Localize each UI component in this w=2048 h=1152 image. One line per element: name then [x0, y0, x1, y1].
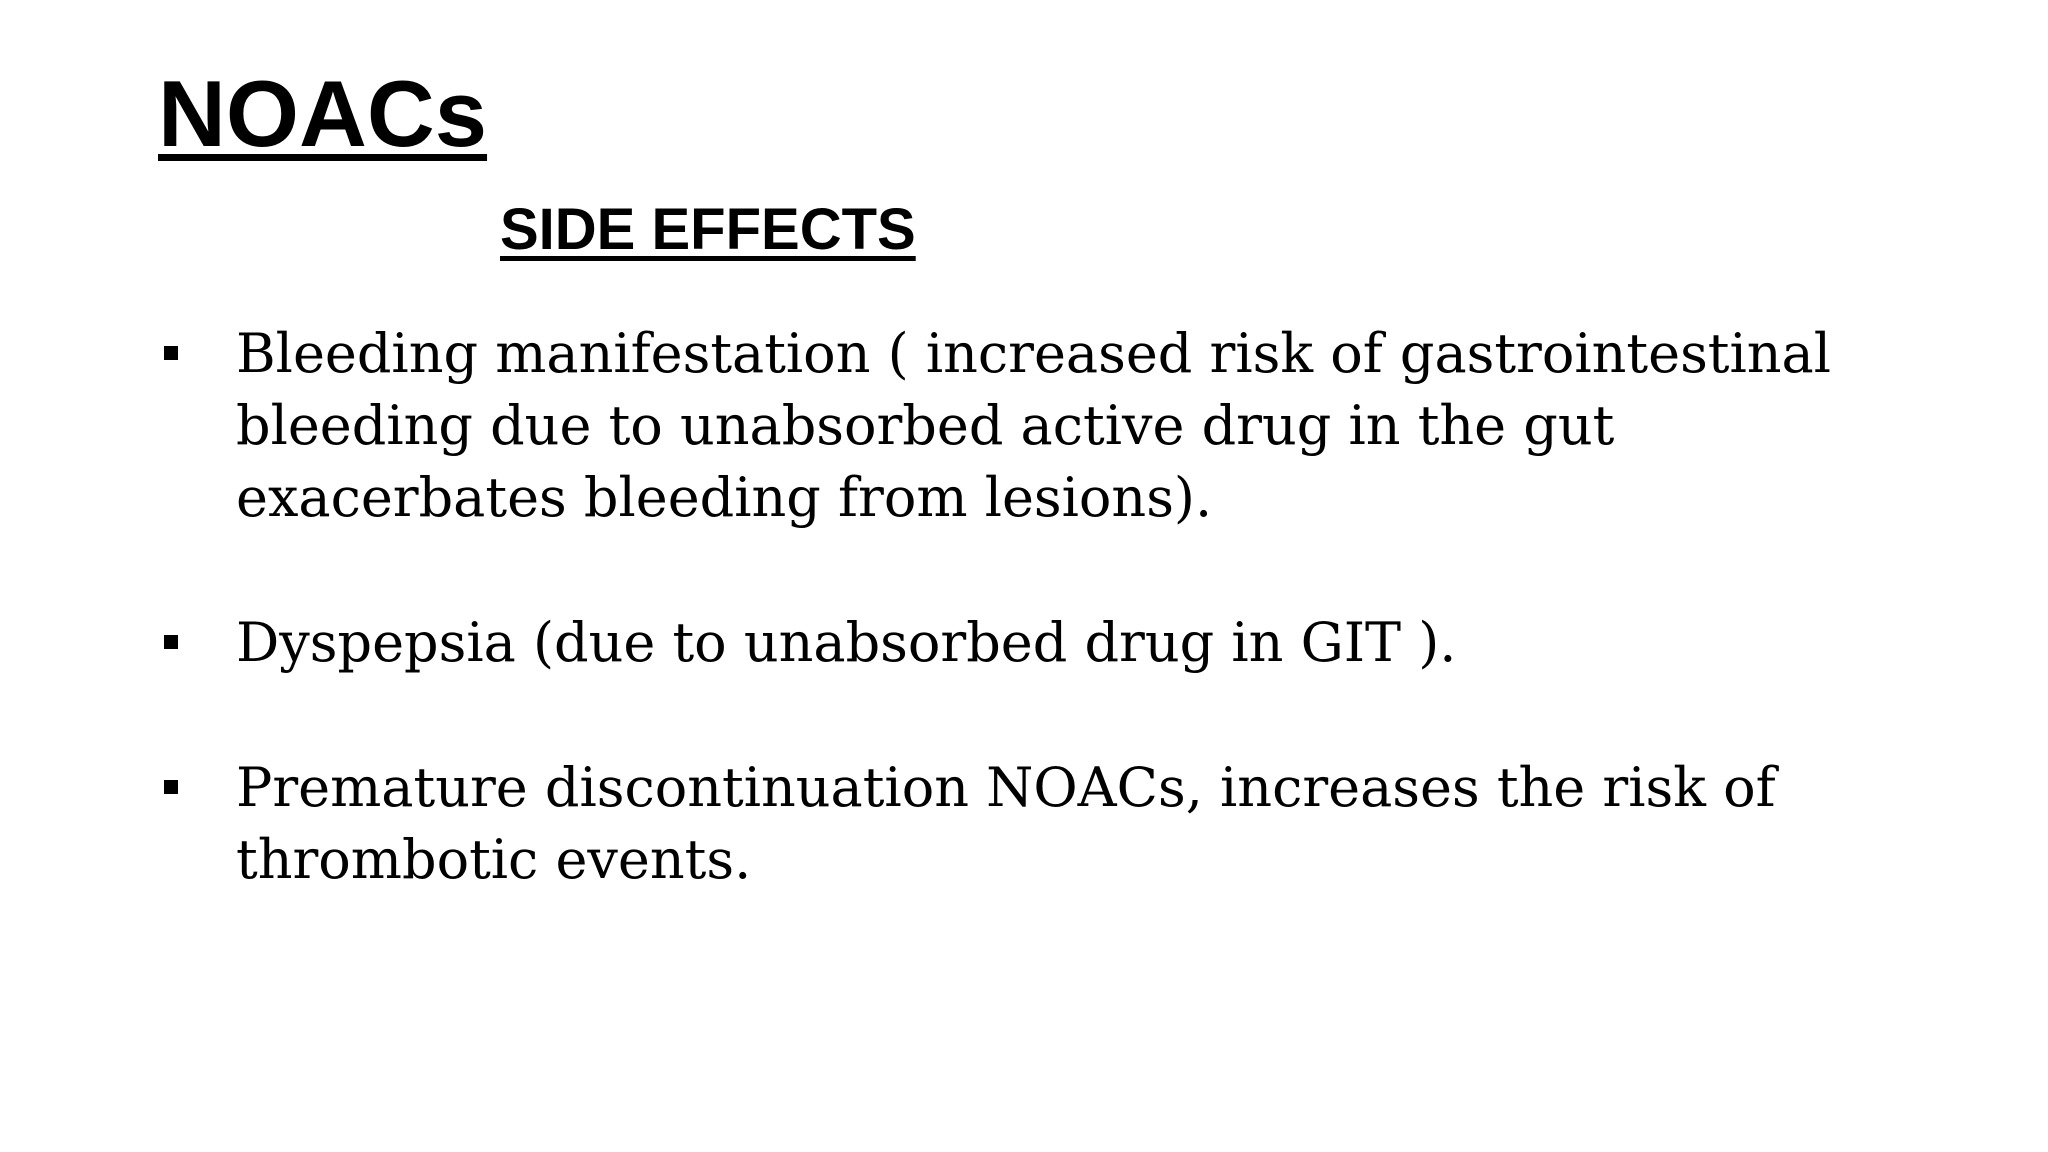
bullet-item	[160, 752, 1920, 896]
square-bullet-icon	[164, 346, 178, 360]
bullet-item	[160, 318, 1920, 534]
bullet-item	[160, 607, 1920, 679]
square-bullet-icon	[164, 780, 178, 794]
bullet-list	[160, 318, 1920, 969]
bullet-text: Premature discontinuation NOACs, increases the risk of thrombotic events.	[236, 756, 1776, 891]
square-bullet-icon	[164, 635, 178, 649]
slide-subtitle: SIDE EFFECTS	[500, 197, 916, 262]
slide-title: NOACs	[158, 61, 488, 166]
bullet-text: Bleeding manifestation ( increased risk of gastrointestinal bleeding due to unabsorbed active drug in the gut exacerbates bleeding from lesions).	[236, 322, 1832, 529]
bullet-text: Dyspepsia (due to unabsorbed drug in GIT ).	[236, 611, 1457, 674]
